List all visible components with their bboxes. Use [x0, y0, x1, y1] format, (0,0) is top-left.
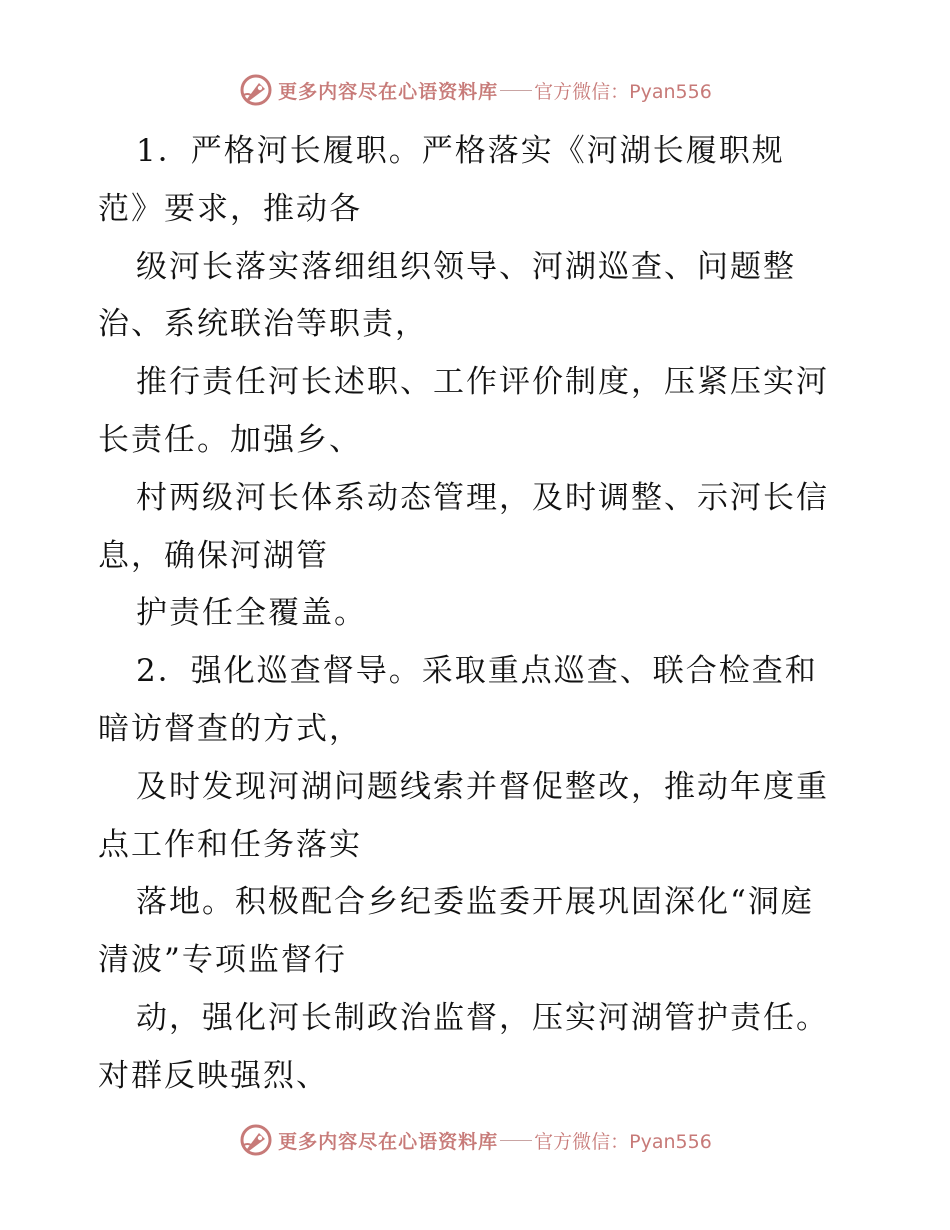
- text-line: 落地。积极配合乡纪委监委开展巩固深化“洞庭: [136, 884, 814, 921]
- text-line: 清波”专项监督行: [98, 942, 347, 979]
- text-line: 动，强化河长制政治监督，压实河湖管护责任。: [136, 999, 829, 1036]
- text-line: 暗访督查的方式，: [98, 710, 362, 747]
- pen-nib-logo-icon: [238, 1122, 274, 1158]
- watermark-contact: 官方微信：Pyan556: [534, 1130, 712, 1153]
- text-line: 长责任。加强乡、: [98, 421, 362, 458]
- pen-nib-logo-icon: [238, 72, 274, 108]
- text-line: 及时发现河湖问题线索并督促整改，推动年度重: [136, 768, 829, 805]
- text-line: 治、系统联治等职责，: [98, 306, 428, 343]
- text-line: 息，确保河湖管: [98, 537, 329, 574]
- watermark-brand: 更多内容尽在心语资料库: [278, 1130, 499, 1153]
- text-line: 对群反映强烈、: [98, 1057, 329, 1094]
- text-line: 点工作和任务落实: [98, 826, 362, 863]
- watermark-brand: 更多内容尽在心语资料库: [278, 80, 499, 103]
- text-line: 2．强化巡查督导。采取重点巡查、联合检查和: [136, 653, 818, 690]
- header-watermark: [0, 70, 950, 110]
- text-line: 村两级河长体系动态管理，及时调整、示河长信: [136, 479, 829, 516]
- watermark-dash: [500, 1140, 532, 1141]
- watermark-dash: [500, 90, 532, 91]
- text-line: 范》要求，推动各: [98, 190, 362, 227]
- watermark-contact: 官方微信：Pyan556: [534, 80, 712, 103]
- footer-watermark: [0, 1120, 950, 1160]
- text-line: 护责任全覆盖。: [136, 595, 367, 632]
- text-line: 级河长落实落细组织领导、河湖巡查、问题整: [136, 248, 796, 285]
- document-body: [98, 123, 888, 1106]
- text-line: 1．严格河长履职。严格落实《河湖长履职规: [136, 133, 785, 169]
- text-line: 推行责任河长述职、工作评价制度，压紧压实河: [136, 364, 829, 401]
